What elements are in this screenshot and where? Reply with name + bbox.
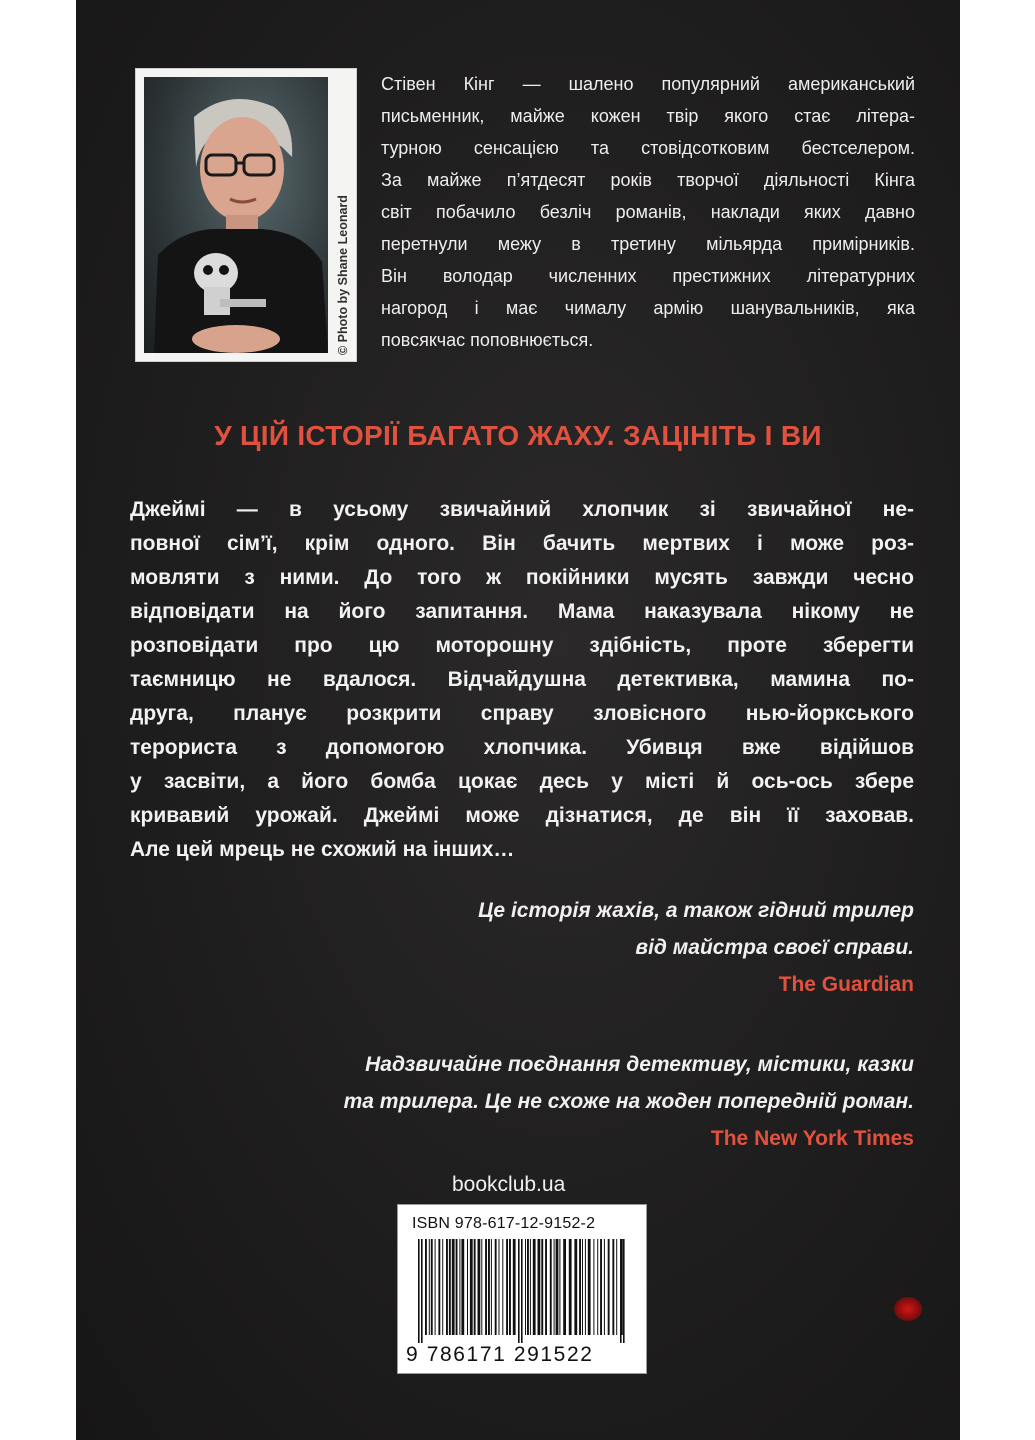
barcode-bar	[569, 1239, 572, 1335]
book-back-cover	[76, 0, 960, 1440]
barcode-bar	[525, 1239, 526, 1335]
blurb-line: відповідати на його запитання. Мама наказувала нікому не	[130, 600, 914, 623]
publisher-website: bookclub.ua	[452, 1173, 566, 1196]
barcode-bar	[608, 1239, 610, 1335]
barcode-bar	[559, 1239, 560, 1335]
isbn-text: ISBN 978-617-12-9152-2	[412, 1215, 596, 1232]
bio-line: турною сенсацією та стовідсотковим бестселером.	[381, 138, 915, 158]
barcode-bar	[449, 1239, 451, 1335]
barcode-bar	[438, 1239, 440, 1335]
barcode-bars	[416, 1239, 628, 1343]
quote-line: та трилера. Це не схоже на жоден попередній роман.	[343, 1090, 914, 1113]
barcode-bar	[425, 1239, 427, 1335]
author-photo-frame	[135, 68, 357, 362]
barcode-bar	[481, 1239, 482, 1335]
barcode-bar	[452, 1239, 455, 1335]
barcode-bar	[491, 1239, 492, 1335]
bio-line: письменник, майже кожен твір якого стає літера-	[381, 106, 915, 126]
barcode-bar	[513, 1239, 516, 1335]
barcode-bar	[593, 1239, 594, 1335]
barcode-guard-bar	[521, 1239, 523, 1343]
barcode-bar	[604, 1239, 605, 1335]
barcode-bar	[435, 1239, 436, 1335]
barcode-bar	[442, 1239, 443, 1335]
quote-line: Це історія жахів, а також гідний трилер	[478, 899, 914, 922]
barcode-bar	[585, 1239, 586, 1335]
barcode-bar	[588, 1239, 591, 1335]
book-blurb	[130, 493, 914, 867]
quote-line: від майстра своєї справи.	[635, 936, 914, 959]
bio-line: світ побачило безліч романів, наклади яких давно	[381, 202, 915, 222]
barcode-bar	[474, 1239, 476, 1335]
barcode-label	[397, 1204, 647, 1374]
barcode-guard-bar	[421, 1239, 423, 1343]
blurb-line: розповідати про цю моторошну здібність, проте зберегти	[130, 634, 914, 657]
photo-credit: © Photo by Shane Leonard	[336, 195, 350, 355]
bio-line: нагород і має чималу армію шанувальників, яка	[381, 298, 915, 318]
blurb-line: повної сім’ї, крім одного. Він бачить мертвих і може роз-	[130, 532, 914, 555]
barcode-bar	[456, 1239, 458, 1335]
blurb-line: у засвіти, а його бомба цокає десь у місті й ось-ось збере	[130, 770, 914, 793]
quote-line: Надзвичайне поєднання детективу, містики, казки	[365, 1053, 914, 1076]
barcode-bar	[485, 1239, 487, 1335]
barcode-bar	[495, 1239, 497, 1335]
barcode-bar	[616, 1239, 617, 1335]
barcode-bar	[597, 1239, 598, 1335]
barcode-bar	[600, 1239, 602, 1335]
barcode-bar	[470, 1239, 473, 1335]
barcode-bar	[538, 1239, 541, 1335]
barcode-bar	[527, 1239, 529, 1335]
barcode-bar	[488, 1239, 490, 1335]
barcode-bar	[533, 1239, 536, 1335]
barcode-guard-bar	[620, 1239, 622, 1343]
barcode-bar	[506, 1239, 508, 1335]
blurb-line: кривавий урожай. Джеймі може дізнатися, де він її заховав.	[130, 804, 914, 827]
barcode-bar	[467, 1239, 468, 1335]
bio-line: повсякчас поповнюється.	[381, 330, 594, 350]
barcode-bar	[582, 1239, 583, 1335]
barcode-bar	[550, 1239, 552, 1335]
barcode-bar	[461, 1239, 464, 1335]
barcode-guard-bar	[518, 1239, 520, 1343]
barcode-bar	[554, 1239, 555, 1335]
barcode-bar	[545, 1239, 547, 1335]
author-portrait-illustration	[144, 77, 328, 353]
blurb-line: друга, планує розкрити справу зловісного нью-йоркського	[130, 702, 914, 725]
author-photo	[144, 77, 328, 353]
bio-line: За майже п’ятдесят років творчої діяльності Кінга	[381, 170, 915, 190]
blurb-line: таємницю не вдалося. Відчайдушна детективка, мамина по-	[130, 668, 914, 691]
blurb-line: Джеймі — в усьому звичайний хлопчик зі звичайної не-	[130, 498, 914, 521]
barcode-bar	[579, 1239, 581, 1335]
barcode-guard-bar	[418, 1239, 420, 1343]
barcode-bar	[556, 1239, 559, 1335]
barcode-guard-bar	[623, 1239, 625, 1343]
barcode-bar	[446, 1239, 448, 1335]
blurb-line: мовляти з ними. До того ж покійники мусять завжди чесно	[130, 566, 914, 589]
bio-line: Він володар численних престижних літературних	[381, 266, 915, 286]
barcode-bar	[530, 1239, 531, 1335]
barcode-bar	[574, 1239, 577, 1335]
barcode-bar	[499, 1239, 500, 1335]
blurb-line: терориста з допомогою хлопчика. Убивця вже відійшов	[130, 736, 914, 759]
quote-source: The New York Times	[710, 1127, 914, 1150]
barcode-bar	[509, 1239, 511, 1335]
press-quote-guardian	[154, 892, 914, 1003]
headline: У ЦІЙ ІСТОРІЇ БАГАТО ЖАХУ. ЗАЦІНІТЬ І ВИ	[214, 420, 822, 451]
author-bio	[381, 68, 915, 356]
barcode-digits: 9 786171 291522	[406, 1343, 594, 1366]
blurb-line: Але цей мрець не схожий на інших…	[130, 838, 515, 861]
barcode-bar	[612, 1239, 614, 1335]
barcode-bar	[541, 1239, 543, 1335]
barcode-bar	[459, 1239, 460, 1335]
press-quote-nyt	[154, 1046, 914, 1157]
barcode-bar	[502, 1239, 503, 1335]
barcode-bar	[429, 1239, 430, 1335]
barcode-bar	[563, 1239, 566, 1335]
bio-line: Стівен Кінг — шалено популярний американський	[381, 74, 915, 94]
barcode-bar	[431, 1239, 433, 1335]
quote-source: The Guardian	[778, 973, 914, 996]
bio-line: перетнули межу в третину мільярда примірників.	[381, 234, 915, 254]
red-stain-spot	[894, 1297, 922, 1321]
barcode-bar	[478, 1239, 481, 1335]
